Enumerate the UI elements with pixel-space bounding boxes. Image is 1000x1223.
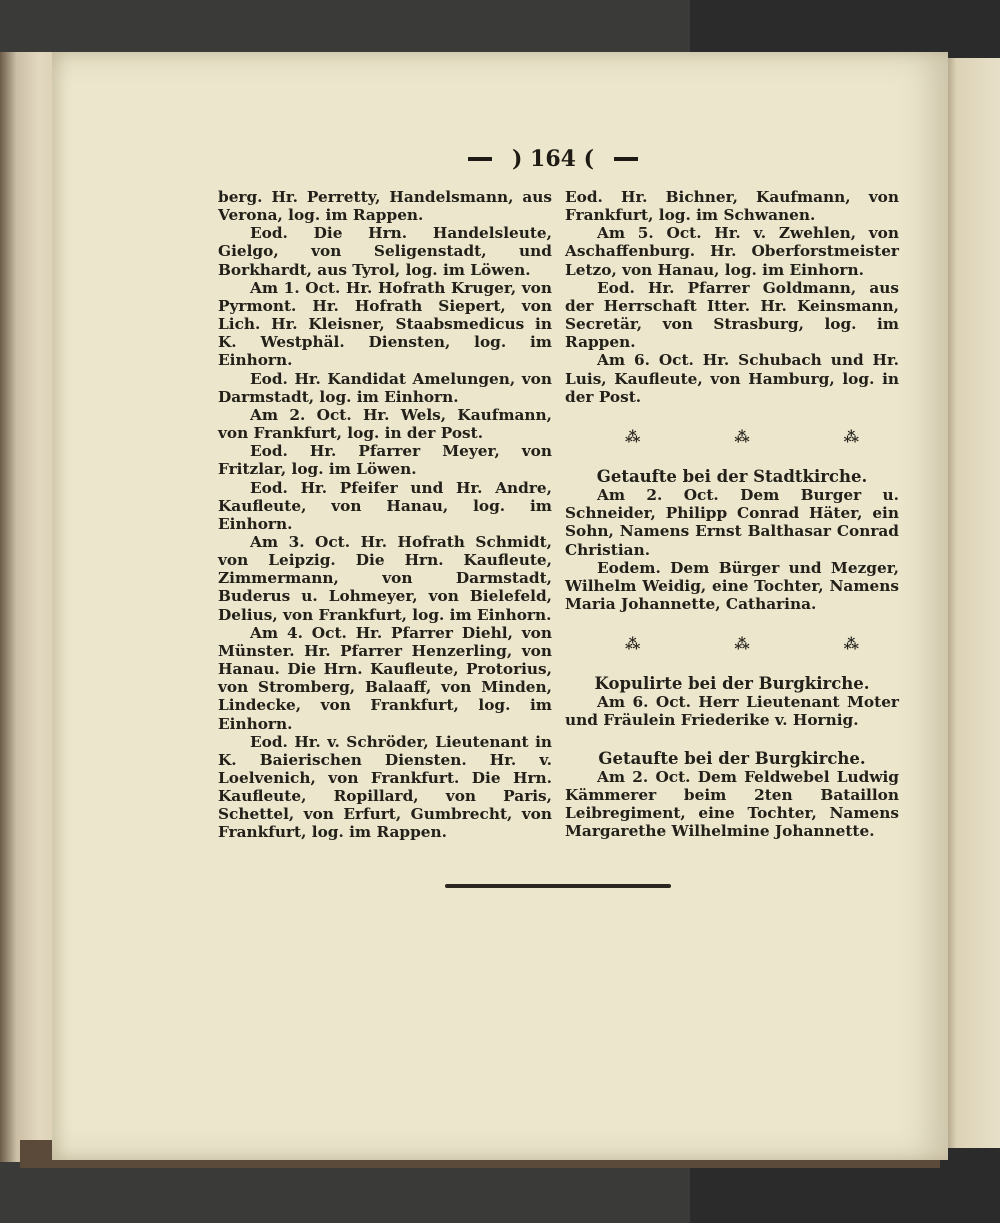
entry-paragraph: Am 2. Oct. Hr. Wels, Kaufmann, von Frankfurt, log. in der Post. — [218, 405, 552, 443]
end-rule — [445, 884, 671, 888]
header-dash-left — [468, 157, 492, 161]
entry-paragraph: Am 6. Oct. Hr. Schubach und Hr. Luis, Kaufleute, von Hamburg, log. in der Post. — [565, 351, 899, 406]
asterism-divider — [565, 428, 899, 454]
right-column — [565, 188, 899, 840]
entry-paragraph: Am 2. Oct. Dem Burger u. Schneider, Philipp Conrad Häter, ein Sohn, Namens Ernst Balthasar Conrad Christian. — [565, 486, 899, 559]
entry-paragraph: Eodem. Dem Bürger und Mezger, Wilhelm Weidig, eine Tochter, Namens Maria Johannette, Catharina. — [565, 558, 899, 613]
entry-paragraph: Am 6. Oct. Herr Lieutenant Moter und Fräulein Friederike v. Hornig. — [565, 693, 899, 730]
entry-paragraph: Am 2. Oct. Dem Feldwebel Ludwig Kämmerer beim 2ten Bataillon Leibregiment, eine Tochter, Namens Margarethe Wilhelmine Johannette. — [565, 767, 899, 841]
entry-paragraph: Eod. Hr. v. Schröder, Lieutenant in K. Baierischen Diensten. Hr. v. Loelvenich, von Frankfurt. Die Hrn. Kaufleute, Ropillard, von Paris, Schettel, von Erfurt, Gumbrecht, von Frankfurt, log. im Rappen. — [218, 732, 552, 842]
entry-paragraph: Eod. Hr. Pfeifer und Hr. Andre, Kaufleute, von Hanau, log. im Einhorn. — [218, 478, 552, 533]
entry-paragraph: Eod. Hr. Pfarrer Goldmann, aus der Herrschaft Itter. Hr. Keinsmann, Secretär, von Strasburg, log. im Rappen. — [565, 278, 899, 352]
asterism: ⁂ — [625, 427, 641, 446]
asterism: ⁂ — [625, 635, 641, 654]
spacer — [565, 730, 899, 744]
entry-paragraph: Eod. Hr. Bichner, Kaufmann, von Frankfurt, log. im Schwanen. — [565, 188, 899, 225]
entry-paragraph: Eod. Hr. Pfarrer Meyer, von Fritzlar, log. im Löwen. — [218, 442, 552, 479]
left-column — [218, 188, 552, 842]
asterism: ⁂ — [734, 427, 750, 446]
entry-paragraph: Am 3. Oct. Hr. Hofrath Schmidt, von Leipzig. Die Hrn. Kaufleute, Zimmermann, von Darmstadt, Buderus u. Lohmeyer, von Bielefeld, Delius, von Frankfurt, log. im Einhorn. — [218, 532, 552, 624]
entry-paragraph: Am 5. Oct. Hr. v. Zwehlen, von Aschaffenburg. Hr. Oberforstmeister Letzo, von Hanau, log. im Einhorn. — [565, 224, 899, 279]
section-heading: Kopulirte bei der Burgkirche. — [594, 674, 870, 694]
asterism-divider — [565, 635, 899, 661]
asterism: ⁂ — [843, 427, 859, 446]
entry-paragraph: berg. Hr. Perretty, Handelsmann, aus Verona, log. im Rappen. — [218, 188, 552, 225]
entry-paragraph: Eod. Die Hrn. Handelsleute, Gielgo, von Seligenstadt, und Borkhardt, aus Tyrol, log. im Löwen. — [218, 224, 552, 279]
entry-paragraph: Eod. Hr. Kandidat Amelungen, von Darmstadt, log. im Einhorn. — [218, 369, 552, 406]
header-dash-right — [614, 157, 638, 161]
section-heading: Getaufte bei der Burgkirche. — [598, 748, 866, 768]
asterism: ⁂ — [734, 635, 750, 654]
page-number: ) 164 ( — [511, 146, 595, 172]
entry-paragraph: Am 1. Oct. Hr. Hofrath Kruger, von Pyrmont. Hr. Hofrath Siepert, von Lich. Hr. Kleisner, Staabsmedicus in K. Westphäl. Diensten, log. im Einhorn. — [218, 278, 552, 370]
asterism: ⁂ — [843, 635, 859, 654]
section-heading: Getaufte bei der Stadtkirche. — [596, 466, 868, 486]
entry-paragraph: Am 4. Oct. Hr. Pfarrer Diehl, von Münster. Hr. Pfarrer Henzerling, von Hanau. Die Hrn. Kaufleute, Protorius, von Stromberg, Balaaff, von Minden, Lindecke, von Frankfurt, log. im Einhorn. — [218, 623, 552, 733]
page-header — [468, 146, 638, 172]
